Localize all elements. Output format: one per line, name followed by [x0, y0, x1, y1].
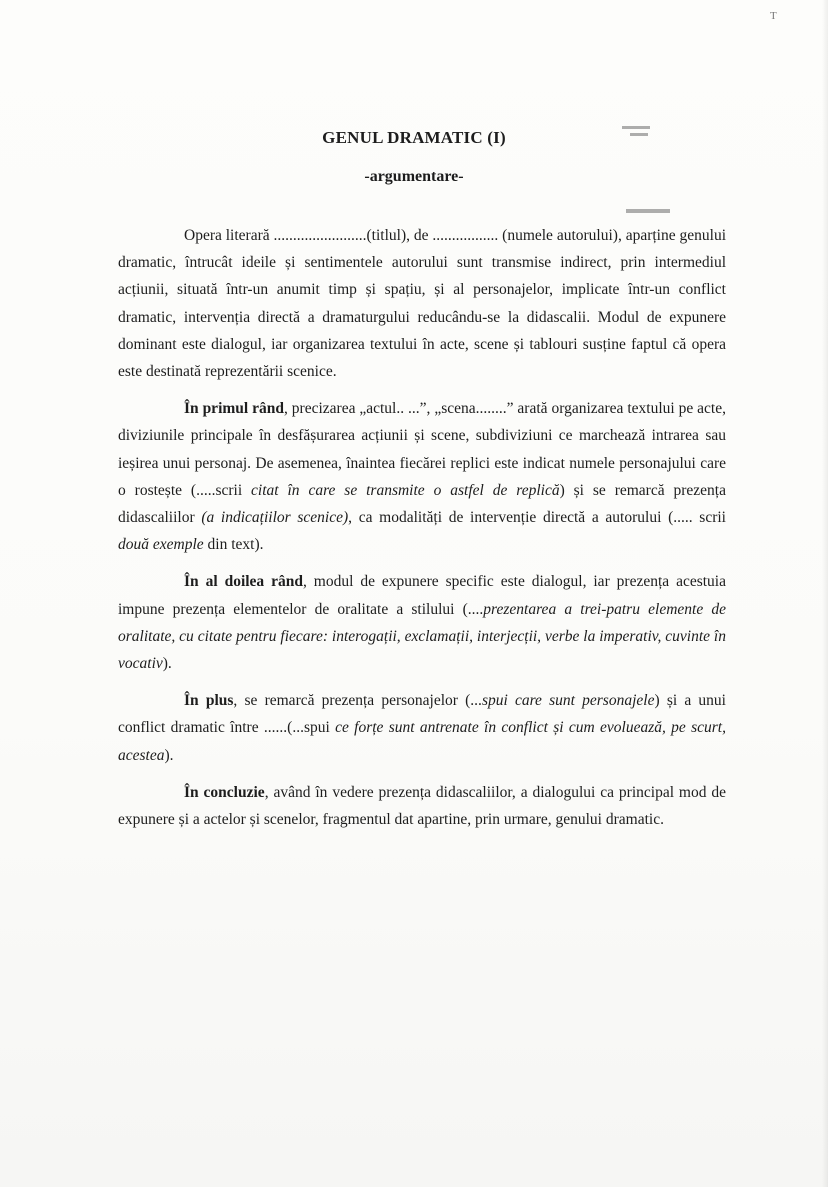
paragraph-text: , modul de expunere specific este dialogul, iar prezența acestuia impune prezența elementelor de oralitate a stilului (....: [118, 573, 726, 618]
paragraph-text: , ca modalități de intervenție directă a autorului (..... scrii: [348, 509, 726, 527]
paragraph-lead: În concluzie: [184, 783, 265, 801]
instruction-text: (a indicațiilor scenice): [201, 509, 349, 527]
page-title: GENUL DRAMATIC (I): [322, 128, 506, 147]
page-subtitle: -argumentare-: [364, 168, 464, 185]
paragraph-lead: În primul rând: [184, 400, 284, 418]
instruction-text: ce forțe sunt antrenate în conflict și cum evoluează, pe scurt, acestea: [118, 719, 726, 764]
paragraph: [118, 395, 726, 558]
paragraph-text: ) și se remarcă prezența didascaliilor: [118, 481, 726, 527]
paragraph-text: , precizarea „actul.. ...”, „scena........” arată organizarea textului pe acte, diviziunile principale în desfășurarea acțiunii și scene, subdiviziuni ce marchează intrarea sau ieșirea unui personaj. De asemenea, înaintea fiecărei replici este indicat numele personajului care o rostește (.....scrii: [118, 400, 726, 499]
paragraph-text: ).: [162, 655, 172, 673]
paragraph: [118, 222, 726, 385]
paragraph: [118, 687, 726, 769]
paragraph-lead: În plus: [184, 692, 234, 710]
scan-stamp-mark: [626, 209, 670, 213]
paragraph: [118, 568, 726, 677]
instruction-text: prezentarea a trei-patru elemente de oralitate, cu citate pentru fiecare: interogații, exclamații, interjecții, verbe la imperativ, cuvinte în vocativ: [118, 600, 726, 673]
instruction-text: spui care sunt personajele: [481, 692, 655, 710]
instruction-text: două exemple: [118, 536, 204, 554]
paragraph-text: ) și a unui conflict dramatic între ......(...spui: [118, 692, 726, 737]
paragraph-text: , având în vedere prezența didascaliilor, a dialogului ca principal mod de expunere și a actelor și scenelor, fragmentul dat apartine, prin urmare, genului dramatic.: [118, 783, 726, 829]
paragraph-text: din text).: [203, 536, 264, 554]
document-body: [118, 222, 726, 843]
paragraph-lead: În al doilea rând: [184, 573, 303, 591]
paragraph-text: , se remarcă prezența personajelor (...: [233, 692, 482, 710]
paragraph-text: ).: [164, 746, 174, 764]
instruction-text: citat în care se transmite o astfel de replică: [251, 481, 560, 499]
paragraph-text: Opera literară ........................(titlul), de ................. (numele autorului), aparține genului dramatic, întrucât ideile și sentimentele autorului sunt transmise indirect, prin intermediul acțiunii, situată într-un anumit timp și spațiu, și al personajelor, implicate într-un conflict dramatic, intervenția directă a dramaturgului reducându-se la didascalii. Modul de expunere dominant este dialogul, iar organizarea textului în acte, scene și tablouri susține faptul că opera este destinată reprezentării scenice.: [118, 227, 726, 381]
paragraph: [118, 779, 726, 833]
corner-mark: T: [770, 10, 777, 22]
